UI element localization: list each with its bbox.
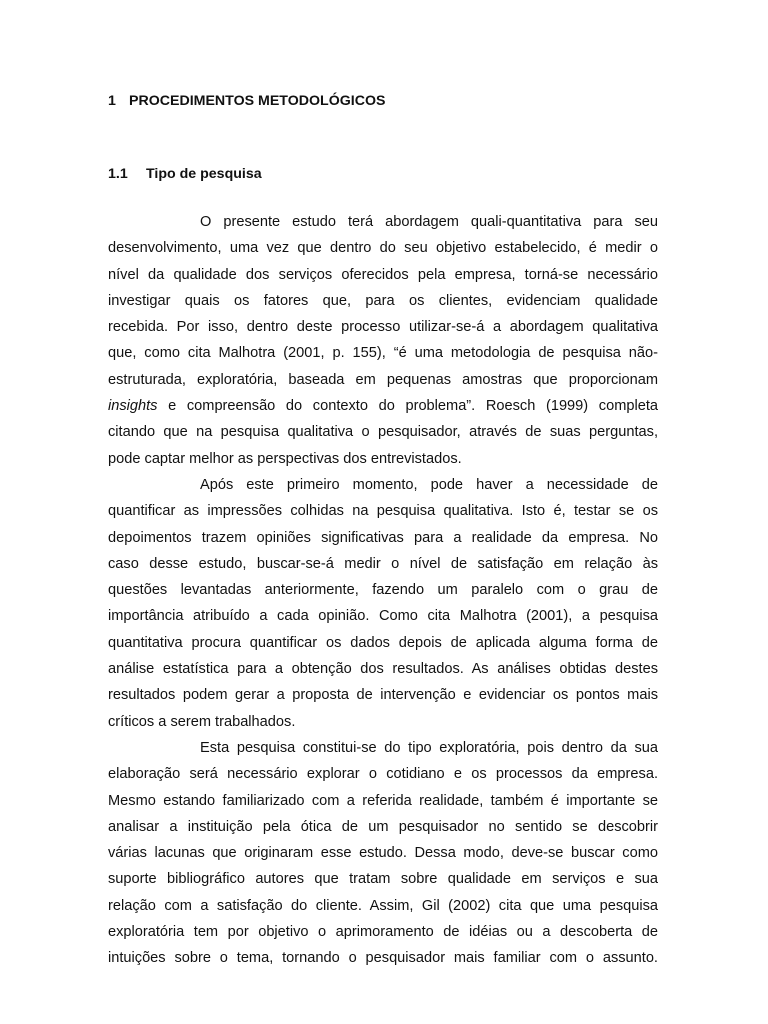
text-line: importância atribuído a cada opinião. Como cita Malhotra (2001), a pesquisa (108, 608, 658, 625)
text-line: recebida. Por isso, dentro deste processo utilizar-se-á a abordagem qualitativa (108, 319, 658, 336)
section-number: 1.1 (108, 166, 128, 182)
text-line: questões levantadas anteriormente, fazendo um paralelo com o grau de (108, 582, 658, 599)
text-line: investigar quais os fatores que, para os clientes, evidenciam qualidade (108, 292, 658, 309)
text-fragment: e compreensão do contexto do problema”. Roesch (1999) completa (168, 398, 658, 415)
text-line: que, como cita Malhotra (2001, p. 155), “é uma metodologia de pesquisa não- (108, 345, 658, 362)
text-line: exploratória tem por objetivo o aprimoramento de idéias ou a descoberta de (108, 924, 658, 941)
text-line: intuições sobre o tema, tornando o pesquisador mais familiar com o assunto. (108, 950, 658, 967)
text-line: desenvolvimento, uma vez que dentro do seu objetivo estabelecido, é medir o (108, 240, 658, 257)
text-line: analisar a instituição pela ótica de um pesquisador no sentido se descobrir (108, 818, 658, 835)
chapter-title: PROCEDIMENTOS METODOLÓGICOS (129, 93, 386, 109)
chapter-number: 1 (108, 93, 116, 109)
text-line: caso desse estudo, buscar-se-á medir o nível de satisfação em relação às (108, 555, 658, 572)
text-line: citando que na pesquisa qualitativa o pesquisador, através de suas perguntas, (108, 424, 658, 441)
text-line: O presente estudo terá abordagem quali-quantitativa para seu (200, 214, 658, 230)
text-line: Após este primeiro momento, pode haver a necessidade de (200, 476, 658, 493)
text-line: quantitativa procura quantificar os dados depois de aplicada alguma forma de (108, 634, 658, 651)
text-line: várias lacunas que originaram esse estudo. Dessa modo, deve-se buscar como (108, 845, 658, 862)
text-line (108, 393, 658, 419)
document-page (108, 0, 658, 1024)
body-text (108, 209, 658, 972)
text-line: suporte bibliográfico autores que tratam sobre qualidade em serviços e sua (108, 871, 658, 888)
text-line: nível da qualidade dos serviços oferecidos pela empresa, torná-se necessário (108, 266, 658, 283)
text-line: elaboração será necessário explorar o cotidiano e os processos da empresa. (108, 766, 658, 783)
section-heading (108, 164, 262, 184)
section-title: Tipo de pesquisa (146, 166, 262, 182)
text-line: resultados podem gerar a proposta de intervenção e evidenciar os pontos mais (108, 687, 658, 704)
text-line: estruturada, exploratória, baseada em pequenas amostras que proporcionam (108, 371, 658, 388)
chapter-heading (108, 91, 385, 111)
text-line: Mesmo estando familiarizado com a referida realidade, também é importante se (108, 792, 658, 809)
text-line: análise estatística para a obtenção dos resultados. As análises obtidas destes (108, 661, 658, 678)
text-line: relação com a satisfação do cliente. Assim, Gil (2002) cita que uma pesquisa (108, 897, 658, 914)
text-line: críticos a serem trabalhados. (108, 713, 296, 730)
text-line: Esta pesquisa constitui-se do tipo exploratória, pois dentro da sua (200, 739, 658, 756)
text-line: pode captar melhor as perspectivas dos entrevistados. (108, 450, 462, 467)
italic-term: insights (108, 398, 158, 415)
text-line: depoimentos trazem opiniões significativas para a realidade da empresa. No (108, 529, 658, 546)
text-line: quantificar as impressões colhidas na pesquisa qualitativa. Isto é, testar se os (108, 503, 658, 520)
